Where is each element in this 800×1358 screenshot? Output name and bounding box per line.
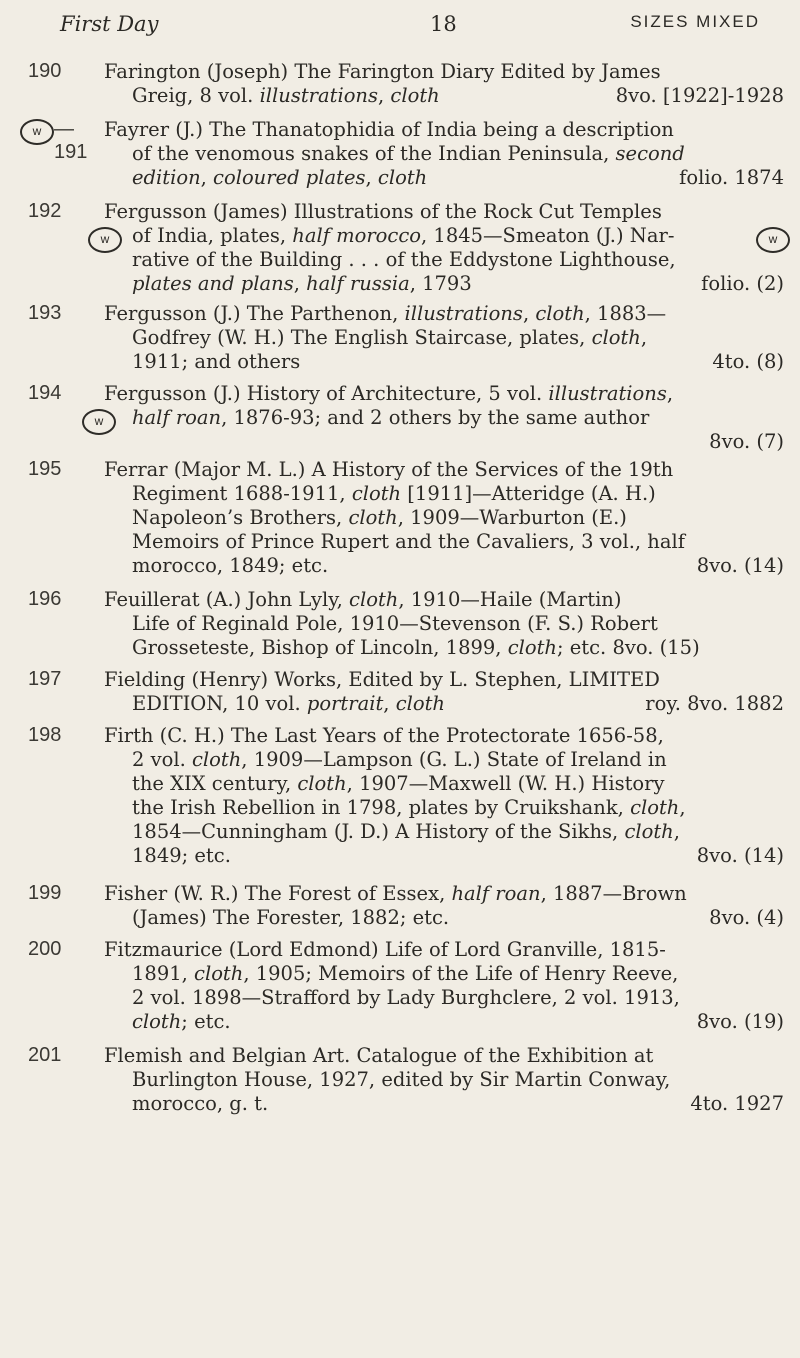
lot-description — [104, 668, 784, 716]
lot-format: folio. 1874 — [679, 166, 784, 189]
lot-number: 194 — [28, 382, 62, 404]
lot-format: 4to. (8) — [712, 350, 784, 373]
lot-format: roy. 8vo. 1882 — [645, 692, 784, 715]
lot-line: half roan, 1876-93; and 2 others by the same author — [132, 406, 650, 429]
circled-mark-icon: w — [756, 227, 790, 253]
lot-description — [104, 1044, 784, 1116]
lot-line: Feuillerat (A.) John Lyly, cloth, 1910—Haile (Martin) — [104, 588, 622, 611]
lot-description — [104, 724, 784, 868]
circled-mark-icon: w — [82, 409, 116, 435]
lot-line: Fielding (Henry) Works, Edited by L. Stephen, LIMITED — [104, 668, 660, 691]
lot-number: 193 — [28, 302, 62, 324]
lot-line: Grosseteste, Bishop of Lincoln, 1899, cloth; etc. 8vo. (15) — [132, 636, 700, 659]
lot-format: 4to. 1927 — [690, 1092, 784, 1115]
lot-line: 2 vol. 1898—Strafford by Lady Burghclere, 2 vol. 1913, — [132, 986, 680, 1009]
lot-line: rative of the Building . . . of the Eddystone Lighthouse, — [132, 248, 676, 271]
lot-line: Farington (Joseph) The Farington Diary Edited by James — [104, 60, 661, 83]
lot-number: 199 — [28, 882, 62, 904]
lot-number: 190 — [28, 60, 62, 82]
lot-line: Regiment 1688-1911, cloth [1911]—Atteridge (A. H.) — [132, 482, 656, 505]
lot-format: 8vo. [1922]-1928 — [615, 84, 784, 107]
lot-number: —191 — [54, 118, 88, 163]
lot-format: 8vo. (14) — [696, 554, 784, 577]
lot-line: the XIX century, cloth, 1907—Maxwell (W. H.) History — [132, 772, 665, 795]
circled-mark-icon: w — [20, 119, 54, 145]
lot-description — [104, 382, 784, 453]
page-number: 18 — [430, 12, 457, 36]
lot-line: 1849; etc. 8vo. (14) — [132, 844, 784, 867]
lot-format: 8vo. (19) — [696, 1010, 784, 1033]
lot-number: 197 — [28, 668, 62, 690]
lot-line: Firth (C. H.) The Last Years of the Protectorate 1656-58, — [104, 724, 664, 747]
lot-line: plates and plans, half russia, 1793 folio. (2) — [132, 272, 784, 295]
lot-line: Greig, 8 vol. illustrations, cloth 8vo. [1922]-1928 — [132, 84, 784, 107]
lot-number: 196 — [28, 588, 62, 610]
lot-line: Godfrey (W. H.) The English Staircase, plates, cloth, — [132, 326, 648, 349]
lot-line: EDITION, 10 vol. portrait, cloth roy. 8vo. 1882 — [132, 692, 784, 715]
lot-line: Burlington House, 1927, edited by Sir Martin Conway, — [132, 1068, 671, 1091]
lot-line: cloth; etc. 8vo. (19) — [132, 1010, 784, 1033]
lot-description — [104, 588, 784, 660]
lot-line: of India, plates, half morocco, 1845—Smeaton (J.) Nar- — [132, 224, 675, 247]
lot-line: Flemish and Belgian Art. Catalogue of the Exhibition at — [104, 1044, 654, 1067]
lot-line: Life of Reginald Pole, 1910—Stevenson (F. S.) Robert — [132, 612, 658, 635]
lot-description — [104, 458, 784, 578]
lot-line: morocco, g. t. 4to. 1927 — [132, 1092, 784, 1115]
lot-line: 1854—Cunningham (J. D.) A History of the Sikhs, cloth, — [132, 820, 680, 843]
lot-line: Fergusson (J.) History of Architecture, 5 vol. illustrations, — [104, 382, 674, 405]
lot-line: Fergusson (J.) The Parthenon, illustrations, cloth, 1883— — [104, 302, 667, 325]
header-section: SIZES MIXED — [630, 12, 760, 31]
lot-line: the Irish Rebellion in 1798, plates by Cruikshank, cloth, — [132, 796, 686, 819]
lot-line: Napoleon’s Brothers, cloth, 1909—Warburton (E.) — [132, 506, 627, 529]
lot-format: 8vo. (4) — [709, 906, 784, 929]
lot-line: of the venomous snakes of the Indian Peninsula, second — [132, 142, 685, 165]
lot-line: Fisher (W. R.) The Forest of Essex, half roan, 1887—Brown — [104, 882, 687, 905]
lot-line: Fayrer (J.) The Thanatophidia of India being a description — [104, 118, 674, 141]
lot-description — [104, 302, 784, 374]
page-header — [60, 12, 760, 48]
lot-number: 200 — [28, 938, 62, 960]
lot-line: Fitzmaurice (Lord Edmond) Life of Lord Granville, 1815- — [104, 938, 666, 961]
lot-description — [104, 200, 784, 296]
lot-line: 2 vol. cloth, 1909—Lampson (G. L.) State of Ireland in — [132, 748, 667, 771]
lot-line: Fergusson (James) Illustrations of the Rock Cut Temples — [104, 200, 662, 223]
lot-number: 195 — [28, 458, 62, 480]
lot-description — [104, 118, 784, 190]
lot-description — [104, 60, 784, 108]
lot-line: Memoirs of Prince Rupert and the Cavaliers, 3 vol., half — [132, 530, 685, 553]
lot-line: edition, coloured plates, cloth folio. 1874 — [132, 166, 784, 189]
circled-mark-icon: w — [88, 227, 122, 253]
lot-line: 1891, cloth, 1905; Memoirs of the Life of Henry Reeve, — [132, 962, 679, 985]
lot-number: 198 — [28, 724, 62, 746]
lot-line: morocco, 1849; etc. 8vo. (14) — [132, 554, 784, 577]
header-day: First Day — [60, 12, 159, 36]
lot-line: Ferrar (Major M. L.) A History of the Services of the 19th — [104, 458, 674, 481]
lot-format: 8vo. (7) — [709, 430, 784, 453]
lot-format: folio. (2) — [701, 272, 784, 295]
lot-format: 8vo. (14) — [696, 844, 784, 867]
lot-line: (James) The Forester, 1882; etc. 8vo. (4) — [132, 906, 784, 929]
lot-description — [104, 882, 784, 930]
lot-line: 1911; and others 4to. (8) — [132, 350, 784, 373]
lot-number: 201 — [28, 1044, 62, 1066]
lot-description — [104, 938, 784, 1034]
lot-number: 192 — [28, 200, 62, 222]
